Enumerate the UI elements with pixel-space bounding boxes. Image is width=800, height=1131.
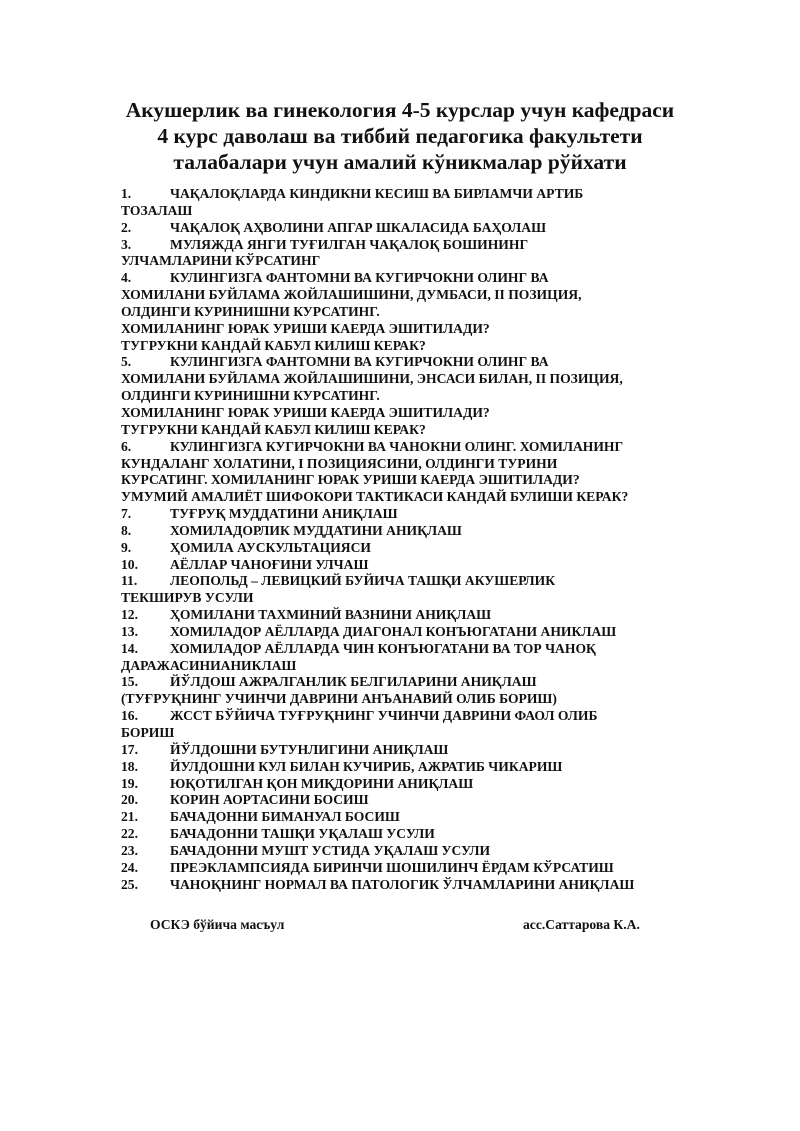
list-item	[121, 624, 691, 641]
title-line: талабалари учун амалий кўникмалар рўйхати	[173, 150, 627, 174]
list-item-text: ДАРАЖАСИНИАНИКЛАШ	[121, 657, 297, 673]
list-item-text: ХОМИЛАНИНГ ЮРАК УРИШИ КАЕРДА ЭШИТИЛАДИ?	[121, 320, 490, 336]
list-item-number: 24.	[121, 859, 138, 875]
list-item-line	[121, 304, 691, 321]
list-item-line	[121, 456, 691, 473]
list-item-line	[121, 826, 691, 843]
list-item-number: 14.	[121, 640, 138, 656]
list-item-line	[121, 523, 691, 540]
list-item-text: ТОЗАЛАШ	[121, 202, 193, 218]
list-item-line	[121, 371, 691, 388]
list-item-line	[121, 860, 691, 877]
list-item-line	[121, 422, 691, 439]
list-item	[121, 742, 691, 759]
list-item-text: БОРИШ	[121, 725, 175, 740]
list-item-line	[121, 354, 691, 371]
list-item-text: КУНДАЛАНГ ХОЛАТИНИ, I ПОЗИЦИЯСИНИ, ОЛДИНГИ ТУРИНИ	[121, 455, 558, 471]
list-item	[121, 877, 691, 894]
list-item-text: ТУҒРУҚ МУДДАТИНИ АНИҚЛАШ	[170, 506, 398, 522]
list-item-number: 7.	[121, 506, 132, 522]
list-item-number: 6.	[121, 438, 132, 454]
list-item-number: 3.	[121, 236, 132, 252]
skills-list	[121, 186, 691, 893]
list-item	[121, 607, 691, 624]
list-item-text: БАЧАДОННИ ТАШҚИ УҚАЛАШ УСУЛИ	[170, 826, 435, 842]
list-item-text: ЧАНОҚНИНГ НОРМАЛ ВА ПАТОЛОГИК ЎЛЧАМЛАРИНИ АНИҚЛАШ	[170, 876, 635, 892]
list-item-line	[121, 388, 691, 405]
list-item-line	[121, 691, 691, 708]
list-item-line	[121, 287, 691, 304]
list-item-text: КУРСАТИНГ. ХОМИЛАНИНГ ЮРАК УРИШИ КАЕРДА ЭШИТИЛАДИ?	[121, 472, 580, 488]
list-item-text: ЛЕОПОЛЬД – ЛЕВИЦКИЙ БУЙИЧА ТАШҚИ АКУШЕРЛИК	[170, 573, 556, 589]
list-item-number: 21.	[121, 809, 138, 825]
list-item-text: КУЛИНГИЗГА ФАНТОМНИ ВА КУГИРЧОКНИ ОЛИНГ ВА	[170, 270, 549, 286]
title-line: Акушерлик ва гинекология 4-5 курслар учун кафедраси	[125, 98, 675, 122]
list-item-text: ОЛДИНГИ КУРИНИШНИ КУРСАТИНГ.	[121, 303, 380, 319]
list-item-line	[121, 237, 691, 254]
list-item-number: 5.	[121, 354, 132, 370]
list-item-line	[121, 725, 691, 742]
list-item	[121, 186, 691, 220]
list-item	[121, 354, 691, 438]
list-item-line	[121, 641, 691, 658]
list-item-line	[121, 540, 691, 557]
list-item-number: 1.	[121, 186, 132, 201]
list-item-line	[121, 506, 691, 523]
list-item-number: 13.	[121, 623, 138, 639]
list-item-line	[121, 590, 691, 607]
list-item	[121, 573, 691, 607]
list-item-text: ХОМИЛАНИНГ ЮРАК УРИШИ КАЕРДА ЭШИТИЛАДИ?	[121, 404, 490, 420]
list-item-number: 22.	[121, 826, 138, 842]
list-item	[121, 860, 691, 877]
list-item-number: 20.	[121, 792, 138, 808]
list-item	[121, 792, 691, 809]
list-item-line	[121, 624, 691, 641]
list-item	[121, 809, 691, 826]
list-item-number: 12.	[121, 607, 138, 623]
list-item	[121, 523, 691, 540]
list-item-text: ЖССТ БЎЙИЧА ТУҒРУҚНИНГ УЧИНЧИ ДАВРИНИ ФАОЛ ОЛИБ	[170, 708, 598, 724]
list-item	[121, 843, 691, 860]
list-item-line	[121, 489, 691, 506]
list-item-text: АЁЛЛАР ЧАНОҒИНИ УЛЧАШ	[170, 556, 369, 572]
list-item-line	[121, 186, 691, 203]
list-item-line	[121, 270, 691, 287]
list-item-line	[121, 759, 691, 776]
list-item-line	[121, 557, 691, 574]
list-item	[121, 674, 691, 708]
list-item-line	[121, 843, 691, 860]
list-item-text: ОЛДИНГИ КУРИНИШНИ КУРСАТИНГ.	[121, 388, 380, 404]
list-item-line	[121, 203, 691, 220]
document-title	[100, 97, 700, 175]
list-item	[121, 826, 691, 843]
list-item-text: БАЧАДОННИ МУШТ УСТИДА УҚАЛАШ УСУЛИ	[170, 842, 491, 858]
list-item-line	[121, 877, 691, 894]
list-item-line	[121, 220, 691, 237]
list-item-text: КУЛИНГИЗГА ФАНТОМНИ ВА КУГИРЧОКНИ ОЛИНГ ВА	[170, 354, 549, 370]
list-item-line	[121, 253, 691, 270]
list-item	[121, 557, 691, 574]
list-item	[121, 759, 691, 776]
list-item-text: ЮҚОТИЛГАН ҚОН МИҚДОРИНИ АНИҚЛАШ	[170, 775, 474, 791]
list-item-text: КОРИН АОРТАСИНИ БОСИШ	[170, 792, 369, 808]
list-item-number: 11.	[121, 573, 138, 589]
list-item-text: ҲОМИЛА АУСКУЛЬТАЦИЯСИ	[170, 539, 371, 555]
list-item-line	[121, 321, 691, 338]
list-item	[121, 641, 691, 675]
list-item-line	[121, 809, 691, 826]
list-item-number: 18.	[121, 758, 138, 774]
list-item	[121, 237, 691, 271]
title-line: 4 курс даволаш ва тиббий педагогика факультети	[157, 124, 643, 148]
list-item-text: ХОМИЛАДОР АЁЛЛАРДА ДИАГОНАЛ КОНЪЮГАТАНИ АНИКЛАШ	[170, 623, 617, 639]
list-item-line	[121, 792, 691, 809]
footer-responsible-label: ОСКЭ бўйича масъул	[150, 917, 285, 932]
list-item-text: ХОМИЛАДОР АЁЛЛАРДА ЧИН КОНЪЮГАТАНИ ВА ТОР ЧАНОҚ	[170, 640, 596, 656]
list-item-line	[121, 776, 691, 793]
list-item-text: ТЕКШИРУВ УСУЛИ	[121, 590, 254, 606]
list-item-number: 2.	[121, 219, 132, 235]
list-item-text: ХОМИЛАНИ БУЙЛАМА ЖОЙЛАШИШИНИ, ДУМБАСИ, II ПОЗИЦИЯ,	[121, 287, 582, 303]
list-item-line	[121, 658, 691, 675]
list-item-text: УМУМИЙ АМАЛИЁТ ШИФОКОРИ ТАКТИКАСИ КАНДАЙ БУЛИШИ КЕРАК?	[121, 489, 629, 505]
list-item-text: МУЛЯЖДА ЯНГИ ТУҒИЛГАН ЧАҚАЛОҚ БОШИНИНГ	[170, 236, 529, 252]
list-item	[121, 506, 691, 523]
list-item-text: КУЛИНГИЗГА КУГИРЧОКНИ ВА ЧАНОКНИ ОЛИНГ. ХОМИЛАНИНГ	[170, 438, 624, 454]
list-item-text: ТУГРУКНИ КАНДАЙ КАБУЛ КИЛИШ КЕРАК?	[121, 421, 426, 437]
list-item	[121, 270, 691, 354]
list-item	[121, 439, 691, 506]
list-item-text: ҲОМИЛАНИ ТАХМИНИЙ ВАЗНИНИ АНИҚЛАШ	[170, 607, 492, 623]
list-item-line	[121, 674, 691, 691]
list-item-line	[121, 607, 691, 624]
list-item-text: ЙЎЛДОШ АЖРАЛГАНЛИК БЕЛГИЛАРИНИ АНИҚЛАШ	[170, 674, 537, 690]
list-item	[121, 776, 691, 793]
list-item-text: ЙЎЛДОШНИ БУТУНЛИГИНИ АНИҚЛАШ	[170, 741, 449, 757]
list-item	[121, 708, 691, 742]
list-item-line	[121, 405, 691, 422]
list-item-text: ХОМИЛАНИ БУЙЛАМА ЖОЙЛАШИШИНИ, ЭНСАСИ БИЛАН, II ПОЗИЦИЯ,	[121, 371, 623, 387]
list-item-text: УЛЧАМЛАРИНИ КЎРСАТИНГ	[121, 253, 321, 269]
list-item-text: ЧАҚАЛОҚ АҲВОЛИНИ АПГАР ШКАЛАСИДА БАҲОЛАШ	[170, 219, 547, 235]
list-item-text: БАЧАДОННИ БИМАНУАЛ БОСИШ	[170, 809, 400, 825]
list-item-line	[121, 708, 691, 725]
list-item-number: 16.	[121, 708, 138, 724]
list-item-number: 25.	[121, 876, 138, 892]
list-item-line	[121, 472, 691, 489]
footer-signatory-name: асс.Саттарова К.А.	[523, 917, 640, 932]
list-item-line	[121, 439, 691, 456]
list-item-line	[121, 573, 691, 590]
list-item-number: 10.	[121, 556, 138, 572]
list-item-text: ТУГРУКНИ КАНДАЙ КАБУЛ КИЛИШ КЕРАК?	[121, 337, 426, 353]
list-item-text: (ТУҒРУҚНИНГ УЧИНЧИ ДАВРИНИ АНЪАНАВИЙ ОЛИБ БОРИШ)	[121, 691, 557, 707]
list-item-number: 9.	[121, 539, 132, 555]
list-item-line	[121, 338, 691, 355]
list-item-number: 19.	[121, 775, 138, 791]
list-item	[121, 540, 691, 557]
list-item-text: ПРЕЭКЛАМПСИЯДА БИРИНЧИ ШОШИЛИНЧ ЁРДАМ КЎРСАТИШ	[170, 859, 614, 875]
list-item-number: 15.	[121, 674, 138, 690]
list-item-number: 17.	[121, 741, 138, 757]
list-item-text: ЙУЛДОШНИ КУЛ БИЛАН КУЧИРИБ, АЖРАТИБ ЧИКАРИШ	[170, 758, 563, 774]
list-item-text: ХОМИЛАДОРЛИК МУДДАТИНИ АНИҚЛАШ	[170, 522, 462, 538]
list-item-number: 8.	[121, 522, 132, 538]
list-item-text: ЧАҚАЛОҚЛАРДА КИНДИКНИ КЕСИШ ВА БИРЛАМЧИ АРТИБ	[170, 186, 584, 201]
list-item-number: 23.	[121, 842, 138, 858]
list-item	[121, 220, 691, 237]
list-item-number: 4.	[121, 270, 132, 286]
list-item-line	[121, 742, 691, 759]
